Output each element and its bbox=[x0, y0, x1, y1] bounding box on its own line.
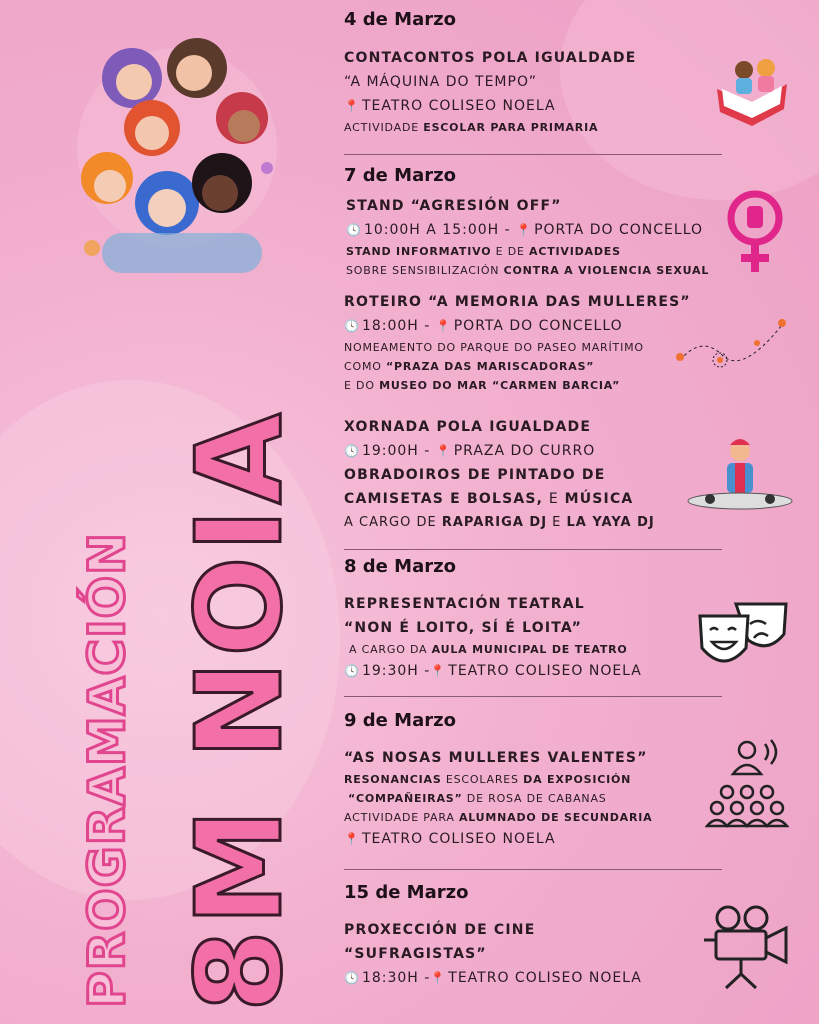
date-heading: 9 de Marzo bbox=[344, 710, 456, 731]
route-map-icon bbox=[672, 315, 792, 375]
location-pin-icon: 📍 bbox=[344, 832, 360, 846]
event-note: ACTIVIDADE bbox=[344, 121, 424, 134]
dj-icon bbox=[685, 435, 795, 513]
text: MUSEO DO MAR “CARMEN BARCIA” bbox=[379, 379, 621, 392]
event-place: PRAZA DO CURRO bbox=[453, 443, 596, 459]
event-time: 18:00H - bbox=[361, 318, 436, 334]
location-pin-icon: 📍 bbox=[430, 971, 447, 985]
text: AULA MUNICIPAL DE TEATRO bbox=[431, 643, 628, 656]
event-place: TEATRO COLISEO NOELA bbox=[448, 663, 642, 679]
event-place: TEATRO COLISEO NOELA bbox=[361, 98, 556, 114]
event-as-nosas-mulleres bbox=[344, 746, 724, 851]
date-heading: 7 de Marzo bbox=[344, 165, 456, 186]
event-proxeccion-cine bbox=[344, 918, 724, 990]
event-subtitle: “A MÁQUINA DO TEMPO” bbox=[344, 74, 537, 90]
event-title-8m-noia: 8M NOIA bbox=[170, 409, 308, 1012]
event-place: TEATRO COLISEO NOELA bbox=[361, 831, 556, 847]
event-note-bold: ESCOLAR PARA PRIMARIA bbox=[423, 121, 599, 134]
text: COMO bbox=[344, 360, 386, 373]
clock-icon: 🕓 bbox=[344, 319, 360, 333]
text: RESONANCIAS bbox=[344, 773, 442, 786]
event-time: 19:00H - bbox=[361, 443, 436, 459]
text: CAMISETAS E BOLSAS, bbox=[344, 491, 544, 507]
programacion-title: PROGRAMACIÓN bbox=[78, 532, 136, 1008]
text: CONTRA A VIOLENCIA SEXUAL bbox=[503, 264, 710, 277]
text: STAND INFORMATIVO bbox=[346, 245, 492, 258]
date-heading: 15 de Marzo bbox=[344, 882, 469, 903]
event-place: PORTA DO CONCELLO bbox=[534, 222, 704, 238]
text: A CARGO DE bbox=[344, 515, 442, 530]
location-pin-icon: 📍 bbox=[430, 664, 447, 678]
text: ACTIVIDADES bbox=[529, 245, 621, 258]
event-title: PROXECCIÓN DE CINE bbox=[344, 922, 536, 938]
date-heading: 8 de Marzo bbox=[344, 556, 456, 577]
event-title: ROTEIRO “A MEMORIA DAS MULLERES” bbox=[344, 294, 691, 310]
event-place: PORTA DO CONCELLO bbox=[453, 318, 623, 334]
text: NOMEAMENTO DO PARQUE DO PASEO MARÍTIMO bbox=[344, 341, 644, 354]
feminist-fist-icon bbox=[725, 188, 785, 276]
text: “COMPAÑEIRAS” bbox=[348, 792, 463, 805]
event-xornada bbox=[344, 415, 724, 535]
text: MÚSICA bbox=[564, 491, 634, 507]
text: E bbox=[543, 491, 565, 507]
divider bbox=[344, 696, 722, 697]
text: A CARGO DA bbox=[349, 643, 432, 656]
event-time: 18:30H - bbox=[361, 970, 431, 986]
text: E bbox=[547, 515, 567, 530]
text: OBRADOIROS DE PINTADO DE bbox=[344, 467, 606, 483]
event-subtitle: “NON É LOITO, SÍ É LOITA” bbox=[344, 620, 583, 636]
theater-masks-icon bbox=[698, 600, 790, 670]
text: E DE bbox=[491, 245, 530, 258]
location-pin-icon: 📍 bbox=[344, 99, 360, 113]
text: ALUMNADO DE SECUNDARIA bbox=[458, 811, 653, 824]
film-camera-icon bbox=[702, 904, 792, 990]
event-place: TEATRO COLISEO NOELA bbox=[448, 970, 642, 986]
event-title: “AS NOSAS MULLERES VALENTES” bbox=[344, 750, 648, 766]
event-contacontos bbox=[344, 46, 724, 137]
event-stand-agresion-off bbox=[346, 194, 726, 280]
text: LA YAYA DJ bbox=[566, 515, 655, 530]
text: SOBRE SENSIBILIZACIÓN bbox=[346, 264, 504, 277]
event-time: 10:00H A 15:00H - bbox=[363, 222, 517, 238]
location-pin-icon: 📍 bbox=[435, 444, 452, 458]
text: ESCOLARES bbox=[441, 773, 524, 786]
event-title: REPRESENTACIÓN TEATRAL bbox=[344, 596, 585, 612]
divider bbox=[344, 154, 722, 155]
location-pin-icon: 📍 bbox=[435, 319, 452, 333]
text: RAPARIGA DJ bbox=[441, 515, 548, 530]
clock-icon: 🕓 bbox=[344, 664, 360, 678]
location-pin-icon: 📍 bbox=[516, 223, 533, 237]
event-title: STAND “AGRESIÓN OFF” bbox=[346, 198, 562, 214]
text: DA EXPOSICIÓN bbox=[523, 773, 632, 786]
event-representacion-teatral bbox=[344, 592, 724, 683]
event-title: CONTACONTOS POLA IGUALDADE bbox=[344, 50, 637, 66]
audience-speaker-icon bbox=[705, 738, 789, 828]
clock-icon: 🕓 bbox=[346, 223, 362, 237]
text: E DO bbox=[344, 379, 380, 392]
clock-icon: 🕓 bbox=[344, 971, 360, 985]
divider bbox=[344, 549, 722, 550]
divider bbox=[344, 869, 722, 870]
text: “PRAZA DAS MARISCADORAS” bbox=[385, 360, 595, 373]
women-illustration bbox=[72, 18, 282, 280]
event-title: XORNADA POLA IGUALDADE bbox=[344, 419, 592, 435]
event-subtitle: “SUFRAGISTAS” bbox=[344, 946, 487, 962]
text: DE ROSA DE CABANAS bbox=[462, 792, 607, 805]
event-roteiro bbox=[344, 290, 724, 395]
book-reading-kids-icon bbox=[712, 54, 792, 126]
clock-icon: 🕓 bbox=[344, 444, 360, 458]
text: ACTIVIDADE PARA bbox=[344, 811, 459, 824]
event-time: 19:30H - bbox=[361, 663, 431, 679]
date-heading: 4 de Marzo bbox=[344, 9, 456, 30]
